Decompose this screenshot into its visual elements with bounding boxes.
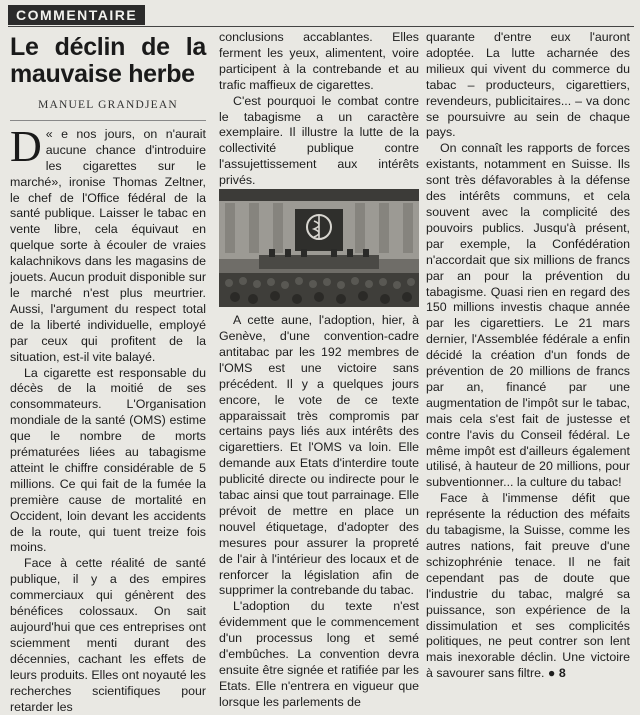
paragraph: L'adoption du texte n'est évidemment que le commencement d'un processus long et semé d'embûches. La convention devra ensuite être signée et ratifiée par les Etats. Elle n'entrera en vigueur que lorsque les parlements de — [219, 599, 419, 709]
byline-rule — [10, 120, 206, 121]
paragraph-lead-text: « e nos jours, on n'aurait aucune chance d'introduire les cigarettes sur le marché», ironise Thomas Zeltner, le chef de l'Office fédéral de la santé publique. Laisser le tabac en vente libre, cela équivaut en quelque sorte à écouler de vraies kalachnikovs dans les magasins de jouets. Aucun produit disponible sur le marché n'est plus meurtrier. Aussi, l'argument du respect total de la liberté individuelle, employé par ceux qui profitent de la situation, est-il vite balayé. — [10, 126, 206, 364]
column-2 — [219, 30, 419, 711]
drop-cap: D — [10, 121, 42, 171]
assembly-hall-photo — [219, 189, 419, 307]
end-mark: ● 8 — [547, 666, 566, 681]
paragraph: On connaît les rapports de forces existants, notamment en Suisse. Ils sont très défavorables à la défense des intérêts communs, et cela souvent avec la complicité des pouvoirs publics. Jusqu'à présent, par exemple, la Confédération n'accordait que six millions de francs par an pour la prévention du tabagisme. Quasi rien en regard des 150 millions investis chaque année par les cigarettiers. Le 21 mars dernier, l'Assemblée fédérale a enfin décidé la création d'un fonds de prévention de 20 millions de francs par an, financé par une augmentation de l'impôt sur le tabac, mais cela s'est fait de justesse et contre l'avis du Conseil fédéral. Le même impôt est d'ailleurs également utilisé, à hauteur de 20 millions, pour subventionner... la culture du tabac! — [426, 141, 630, 490]
paragraph: A cette aune, l'adoption, hier, à Genève, d'une convention-cadre antitabac par les 192 membres de l'OMS est une victoire sans précédent. Il y a quelques jours encore, le vote de ce texte apparaissait très compromis par certains pays liés aux intérêts des cigarettiers. Et l'OMS va loin. Elle demande aux Etats d'interdire toute publicité directe ou indirecte pour le tabac ainsi que tout parrainage. Elle prévoit de mettre en place un nouvel étiquetage, d'adopter des mesures pour assurer la propreté de l'air à l'intérieur des locaux et de renforcer la législation afin de supprimer la contrebande du tabac. — [219, 313, 419, 598]
paragraph: quarante d'entre eux l'auront adoptée. La lutte acharnée des milieux qui vivent du commerce du tabac – producteurs, cigarettiers, revendeurs, publicitaires... – va donc se poursuivre au sein de chaque pays. — [426, 30, 630, 140]
paragraph-final — [426, 491, 630, 682]
byline: MANUEL GRANDJEAN — [38, 99, 178, 111]
paragraph: La cigarette est responsable du décès de la moitié de ses consommateurs. L'Organisation mondiale de la santé (OMS) estime que le nombre de morts prématurées liées au tabagisme atteint le chiffre considérable de 5 millions. Ce qui fait de la fumée la première cause de mortalité en Occident, loin devant les accidents de la route, qui tuent treize fois moins. — [10, 365, 206, 555]
column-1 — [10, 30, 206, 715]
paragraph: conclusions accablantes. Elles ferment les yeux, alimentent, voire participent à la contrebande et au trafic maffieux de cigarettes. — [219, 30, 419, 92]
section-kicker: COMMENTAIRE — [8, 5, 145, 25]
paragraph-lead — [10, 121, 206, 366]
paragraph: Face à cette réalité de santé publique, il y a des empires commerciaux qui génèrent des bénéfices colossaux. On sait aujourd'hui que ces entreprises ont sciemment menti durant des décennies, cachant les effets de leurs produits. Elles ont noyauté les recherches scientifiques pour retarder les — [10, 556, 206, 714]
bleed-through-text — [200, 0, 640, 26]
kicker-rule — [8, 26, 634, 27]
paragraph-final-text: Face à l'immense défit que représente la réduction des méfaits du tabagisme, la Suisse, comme les autres nations, fait preuve d'une schizophrénie tenace. Il ne fait cependant pas de doute que l'industrie du tabac, malgré sa puissance, son expérience de la dissimulation et ses complicités politiques, ne peut contrer son lent mais inexorable déclin. Une victoire à savourer sans filtre. — [426, 491, 630, 681]
headline: Le déclin de la mauvaise herbe — [10, 33, 206, 88]
column-3 — [426, 30, 630, 682]
paragraph: C'est pourquoi le combat contre le tabagisme a un caractère exemplaire. Il illustre la lutte de la collectivité publique contre l'assujettissement aux intérêts privés. — [219, 93, 419, 188]
